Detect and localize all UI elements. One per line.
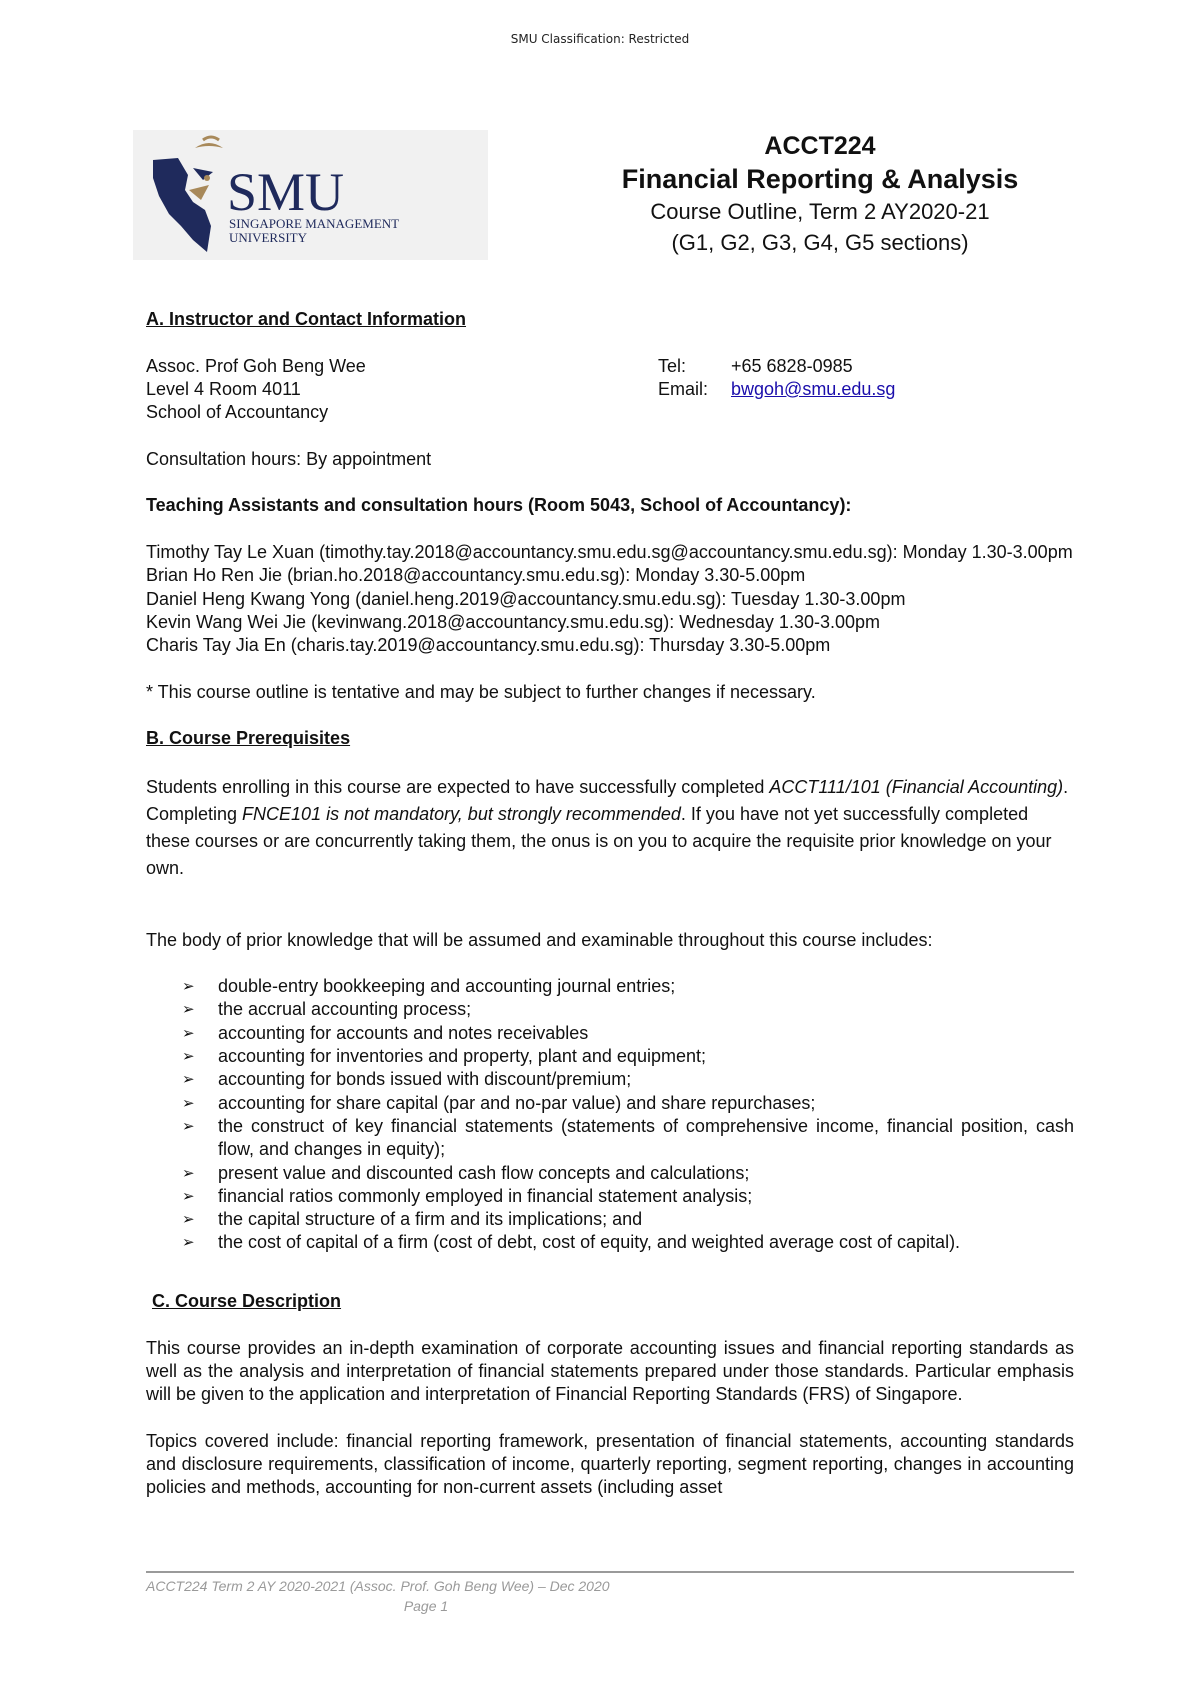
list-item: ➢ financial ratios commonly employed in financial statement analysis;	[182, 1185, 1074, 1208]
ta-item: Kevin Wang Wei Jie (kevinwang.2018@accountancy.smu.edu.sg): Wednesday 1.30-3.00pm	[146, 611, 881, 632]
prior-knowledge-intro: The body of prior knowledge that will be assumed and examinable throughout this course includes:	[146, 929, 933, 950]
arrow-bullet-icon: ➢	[182, 1000, 195, 1019]
course-outline-term: Course Outline, Term 2 AY2020-21	[650, 199, 990, 224]
arrow-bullet-icon: ➢	[182, 1116, 195, 1135]
document-body	[146, 308, 1074, 1500]
section-a-heading: A. Instructor and Contact Information	[146, 309, 467, 329]
logo-wordmark: SMU	[227, 162, 345, 222]
arrow-bullet-icon: ➢	[182, 1186, 195, 1205]
footer-divider	[146, 1571, 1074, 1573]
page-number: Page 1	[403, 1598, 449, 1614]
ta-item: Timothy Tay Le Xuan (timothy.tay.2018@accountancy.smu.edu.sg@accountancy.smu.edu.sg): Monday 1.30-3.00pm	[146, 541, 1073, 562]
list-item: ➢ accounting for share capital (par and no-par value) and share repurchases;	[182, 1092, 1074, 1115]
arrow-bullet-icon: ➢	[182, 1047, 195, 1066]
instructor-name: Assoc. Prof Goh Beng Wee	[146, 355, 366, 376]
ta-item: Daniel Heng Kwang Yong (daniel.heng.2019@accountancy.smu.edu.sg): Tuesday 1.30-3.00pm	[146, 588, 906, 609]
tel-label: Tel:	[658, 355, 687, 376]
list-item: ➢ the accrual accounting process;	[182, 998, 1074, 1021]
document-header	[560, 130, 1080, 258]
course-code: ACCT224	[764, 132, 876, 160]
email-link[interactable]: bwgoh@smu.edu.sg	[731, 378, 896, 399]
arrow-bullet-icon: ➢	[182, 1023, 195, 1042]
instructor-office: Level 4 Room 4011	[146, 378, 301, 399]
course-title: Financial Reporting & Analysis	[621, 164, 1019, 194]
page-footer	[146, 1576, 1074, 1616]
arrow-bullet-icon: ➢	[182, 1163, 195, 1182]
topics-paragraph: Topics covered include: financial reporting framework, presentation of financial statements, accounting standards and disclosure requirements, classification of income, quarterly reporting, segment reporting, changes in accounting policies and methods, accounting for non-current assets (including asset	[146, 1430, 1074, 1498]
list-item: ➢ the cost of capital of a firm (cost of debt, cost of equity, and weighted average cost of capital).	[182, 1231, 1074, 1254]
ta-heading: Teaching Assistants and consultation hours (Room 5043, School of Accountancy):	[146, 495, 852, 516]
smu-logo	[133, 130, 488, 260]
ta-item: Charis Tay Jia En (charis.tay.2019@accountancy.smu.edu.sg): Thursday 3.30-5.00pm	[146, 635, 831, 656]
arrow-bullet-icon: ➢	[182, 1233, 195, 1252]
list-item: ➢ accounting for inventories and property, plant and equipment;	[182, 1045, 1074, 1068]
prerequisites-paragraph: Students enrolling in this course are expected to have successfully completed ACCT111/101 (Financial Accounting). Completing FNCE101 is not mandatory, but strongly recommended. If you have not yet successfully completed these courses or are concurrently taking them, the onus is on you to acquire the requisite prior knowledge on your own.	[146, 776, 1069, 878]
section-c-heading: C. Course Description	[152, 1290, 342, 1311]
logo-subtitle-1: SINGAPORE MANAGEMENT	[229, 216, 400, 231]
prior-knowledge-list	[146, 975, 1074, 1255]
list-item: ➢ double-entry bookkeeping and accounting journal entries;	[182, 975, 1074, 998]
arrow-bullet-icon: ➢	[182, 1070, 195, 1089]
email-label: Email:	[658, 378, 709, 399]
logo-subtitle-2: UNIVERSITY	[229, 230, 307, 245]
ta-item: Brian Ho Ren Jie (brian.ho.2018@accountancy.smu.edu.sg): Monday 3.30-5.00pm	[146, 565, 806, 586]
course-description-paragraph: This course provides an in-depth examination of corporate accounting issues and financial reporting standards as well as the analysis and interpretation of financial statements prepared under those standards. Particular emphasis will be given to the application and interpretation of Financial Reporting Standards (FRS) of Singapore.	[146, 1337, 1074, 1405]
arrow-bullet-icon: ➢	[182, 1210, 195, 1229]
ta-list	[146, 541, 1074, 657]
course-sections: (G1, G2, G3, G4, G5 sections)	[671, 230, 969, 255]
list-item: ➢ accounting for accounts and notes receivables	[182, 1022, 1074, 1045]
contact-block	[146, 355, 1074, 425]
tel-value: +65 6828-0985	[731, 355, 853, 376]
instructor-school: School of Accountancy	[146, 402, 329, 423]
section-b-heading: B. Course Prerequisites	[146, 728, 351, 749]
arrow-bullet-icon: ➢	[182, 1093, 195, 1112]
tentative-note: * This course outline is tentative and may be subject to further changes if necessary.	[146, 681, 816, 702]
list-item: ➢ the capital structure of a firm and its implications; and	[182, 1208, 1074, 1231]
list-item: ➢ present value and discounted cash flow concepts and calculations;	[182, 1162, 1074, 1185]
footer-text: ACCT224 Term 2 AY 2020-2021 (Assoc. Prof. Goh Beng Wee) – Dec 2020	[146, 1578, 610, 1594]
list-item: ➢ accounting for bonds issued with discount/premium;	[182, 1068, 1074, 1091]
consultation-hours: Consultation hours: By appointment	[146, 448, 432, 469]
arrow-bullet-icon: ➢	[182, 977, 195, 996]
classification-label: SMU Classification: Restricted	[510, 32, 690, 46]
list-item: ➢ the construct of key financial statements (statements of comprehensive income, financial position, cash flow, and changes in equity);	[182, 1115, 1074, 1160]
